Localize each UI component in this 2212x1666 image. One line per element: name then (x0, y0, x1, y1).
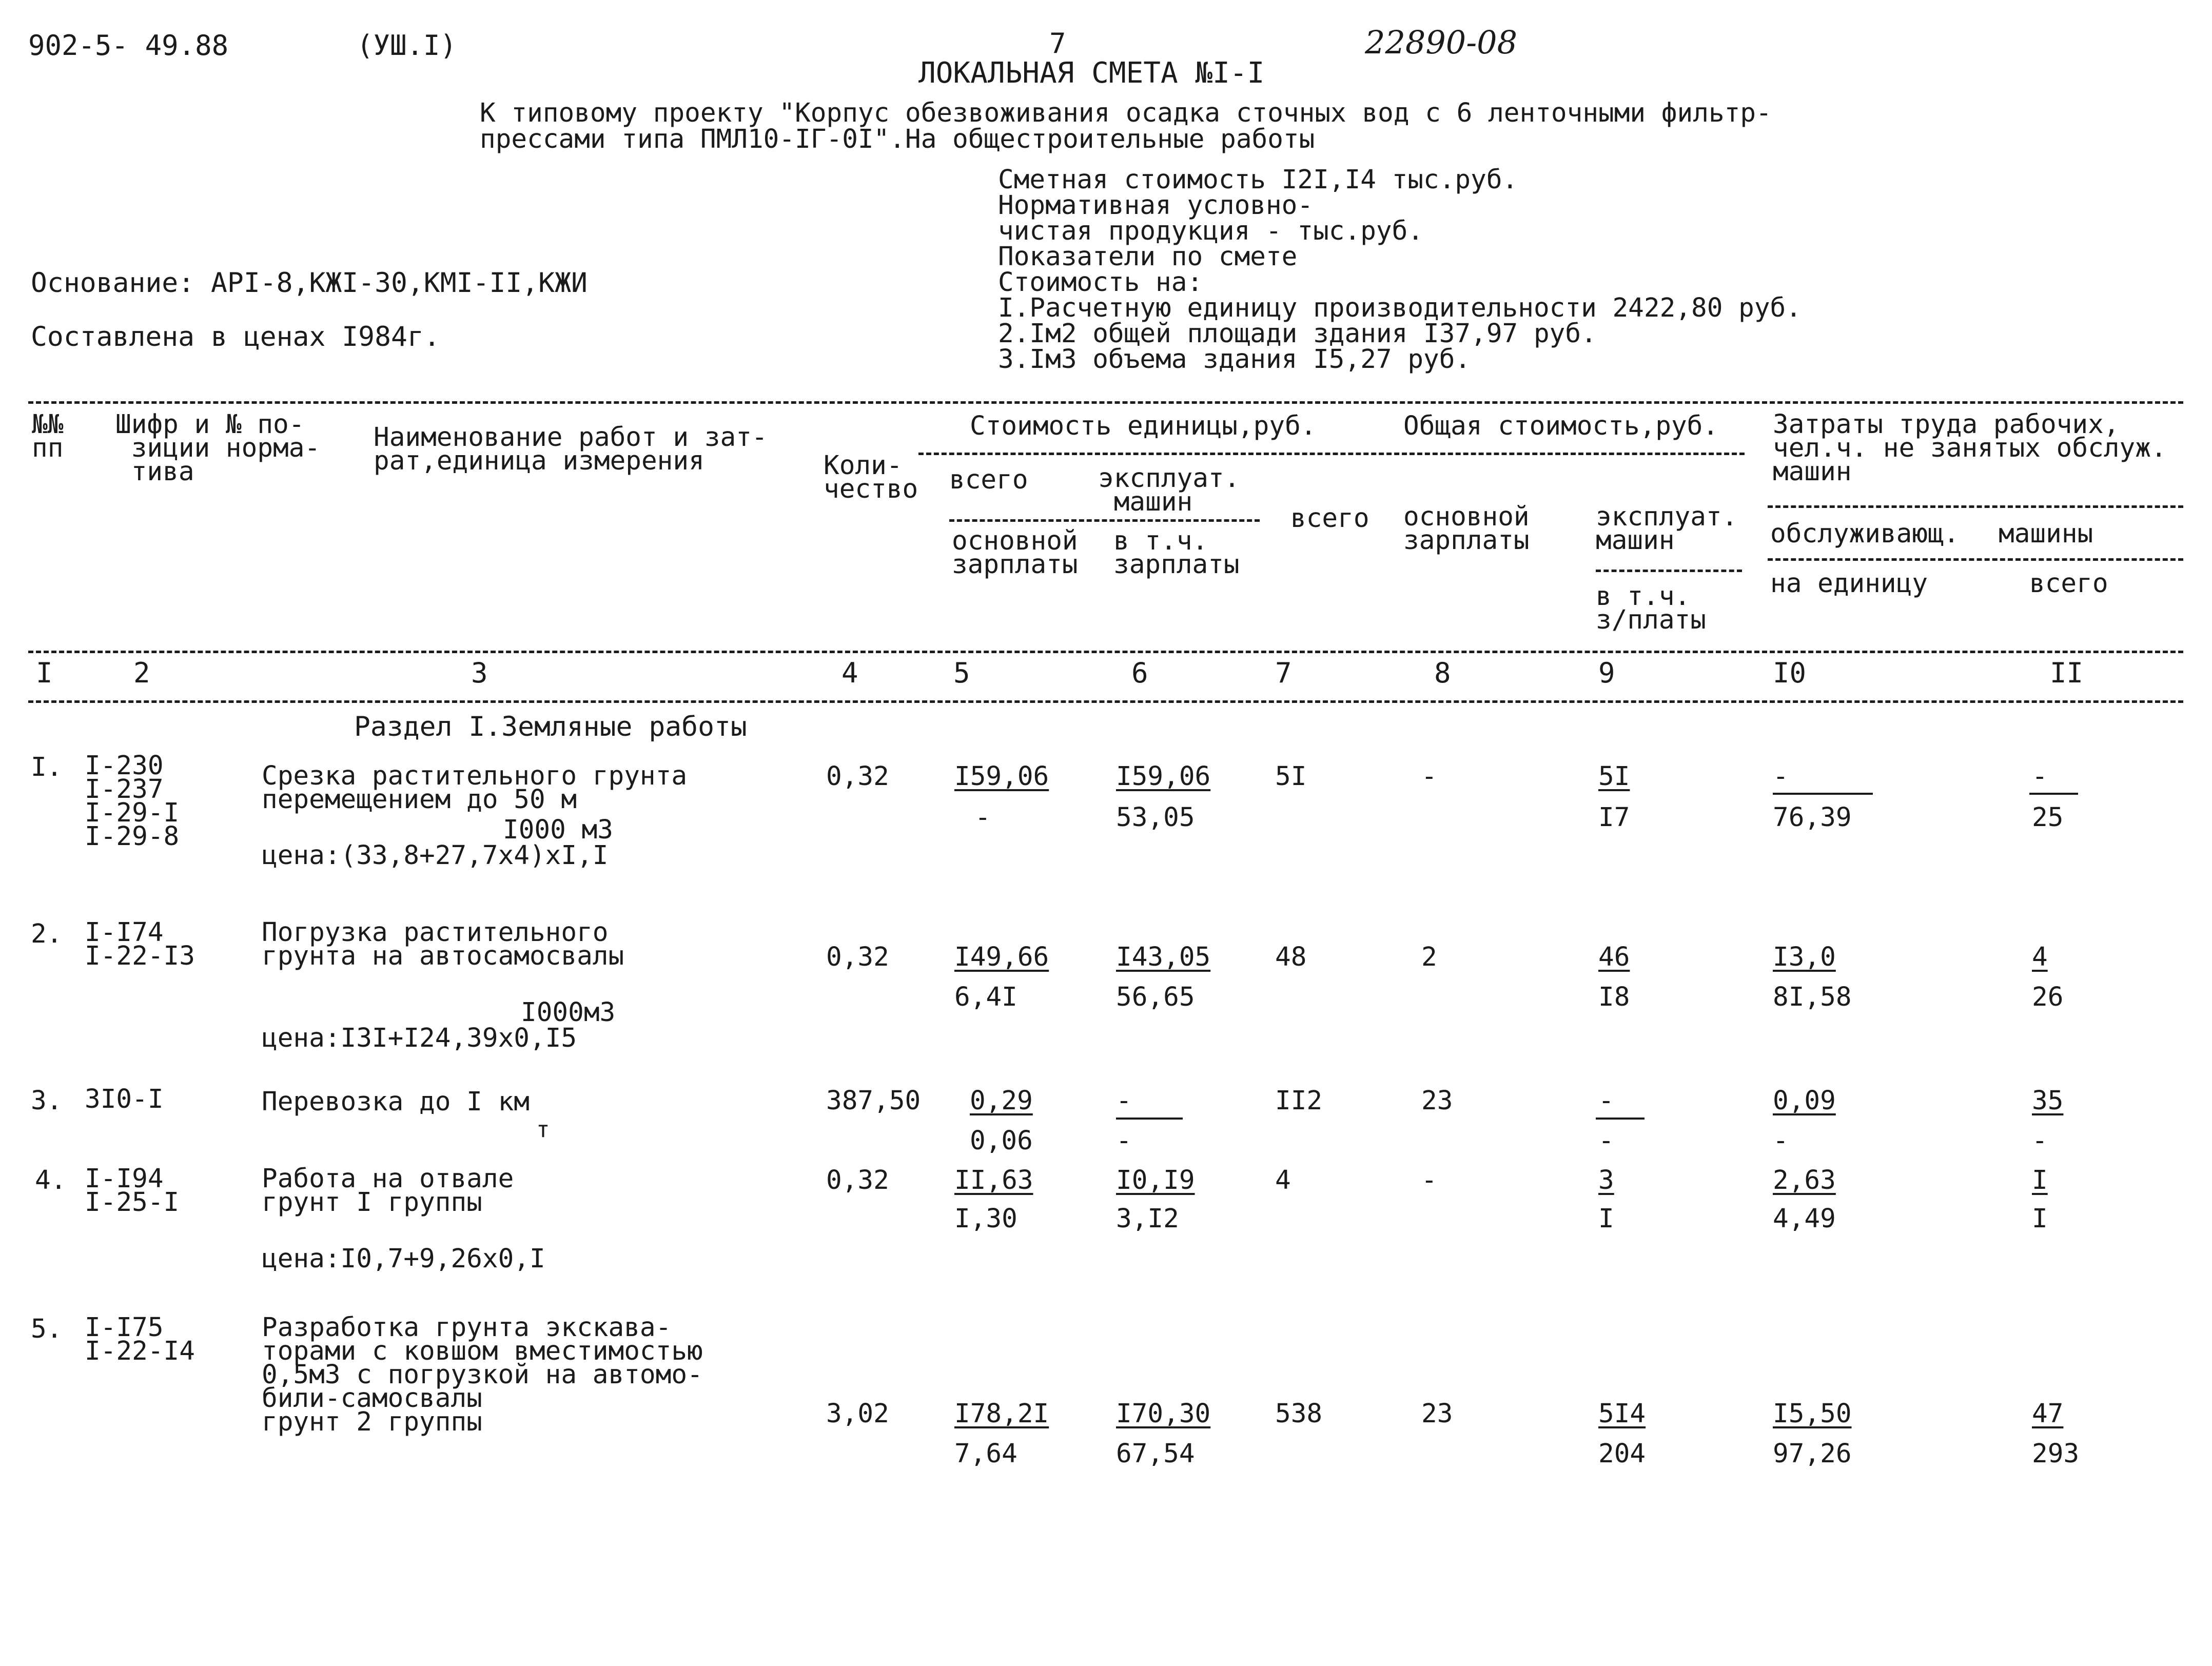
row-qty: 0,32 (826, 942, 889, 972)
fraction-rule (1596, 1118, 1645, 1120)
section-title: Раздел I.Земляные работы (354, 711, 747, 742)
cell-value: 4 (2032, 942, 2048, 972)
col-number: II (2050, 657, 2084, 689)
cell-value: - (1116, 1126, 1132, 1156)
cell-value: I49,66 (954, 942, 1049, 972)
row-name: Погрузка растительного грунта на автосамосвалы (262, 917, 624, 971)
row-number: I. (31, 752, 63, 782)
col-header-total-all: всего (1290, 503, 1369, 534)
cell-value: I5,50 (1773, 1399, 1852, 1429)
cell-value: - (1773, 1126, 1789, 1156)
row-codes: I-I94 I-25-I (85, 1164, 180, 1218)
col-header-total-wages: основной зарплаты (1403, 502, 1530, 556)
cell-value: I,30 (954, 1204, 1017, 1234)
cell-value: I70,30 (1116, 1399, 1211, 1429)
header-rule (1768, 505, 2183, 508)
row-unit: I000 м3 (503, 815, 613, 845)
col-number: 7 (1275, 657, 1292, 689)
cell-value: 293 (2032, 1439, 2080, 1469)
cell-value: I3,0 (1773, 942, 1836, 972)
col-header-code: Шифр и № по- зиции норма- тива (115, 409, 321, 487)
cell-value: 2,63 (1773, 1165, 1836, 1195)
col-number: 4 (841, 657, 858, 689)
row-number: 5. (31, 1314, 63, 1344)
row-qty: 3,02 (826, 1399, 889, 1429)
page-title: ЛОКАЛЬНАЯ СМЕТА №I-I (918, 56, 1265, 90)
col-group-labor: Затраты труда рабочих, чел.ч. не занятых обслуж. машин (1773, 409, 2167, 487)
col-header-unit-machine-wages: в т.ч. зарплаты (1113, 526, 1240, 580)
cell-value: 2 (1421, 942, 1437, 972)
cell-value: 23 (1421, 1086, 1453, 1116)
cell-value: I0,I9 (1116, 1165, 1195, 1195)
col-subheader-machines: машины (1999, 519, 2093, 549)
col-header-qty: Коли- чество (824, 450, 918, 504)
summary-line: Стоимость на: (998, 267, 1203, 298)
row-price-formula: цена:(33,8+27,7х4)хI,I (262, 840, 609, 871)
row-name: Перевозка до I км (262, 1087, 530, 1117)
cell-value: - (1598, 1126, 1614, 1156)
summary-line: 3.Iм3 объема здания I5,27 руб. (998, 344, 1471, 375)
fraction-rule (1773, 793, 1873, 795)
header-rule (918, 453, 1745, 455)
col-number: 8 (1434, 657, 1451, 689)
basis-text: Основание: АРI-8,КЖI-30,КМI-II,КЖИ (31, 267, 588, 299)
row-price-formula: цена:I3I+I24,39х0,I5 (262, 1023, 577, 1053)
row-qty: 0,32 (826, 761, 889, 792)
col-number: 2 (133, 657, 150, 689)
cell-value: 76,39 (1773, 802, 1852, 833)
cell-value: 97,26 (1773, 1439, 1852, 1469)
cell-value: I7 (1598, 802, 1630, 833)
row-codes: I-230 I-237 I-29-I I-29-8 (85, 751, 180, 852)
col-number: I (36, 657, 53, 689)
cell-value: 35 (2032, 1086, 2064, 1116)
cell-value: 4,49 (1773, 1204, 1836, 1234)
header-rule (1596, 570, 1742, 572)
row-number: 4. (35, 1165, 67, 1195)
summary-line: 2.Iм2 общей площади здания I37,97 руб. (998, 319, 1597, 349)
header-rule (1768, 558, 2183, 561)
fraction-rule (1116, 1118, 1183, 1120)
cell-value: 538 (1275, 1399, 1323, 1429)
col-header-unit-wages: основной зарплаты (952, 526, 1078, 580)
row-unit: т (536, 1116, 550, 1143)
cell-value: 48 (1275, 942, 1307, 972)
col-number: 6 (1131, 657, 1148, 689)
col-number: 9 (1598, 657, 1615, 689)
col-header-unit-total: всего (949, 465, 1028, 495)
cell-value: 53,05 (1116, 802, 1195, 833)
row-price-formula: цена:I0,7+9,26х0,I (262, 1244, 545, 1274)
cell-value: 0,29 (970, 1086, 1033, 1116)
cell-value: - (1773, 761, 1789, 792)
cell-value: 7,64 (954, 1439, 1017, 1469)
header-rule (949, 519, 1260, 522)
cell-value: 204 (1598, 1439, 1646, 1469)
cell-value: 5I (1275, 761, 1307, 792)
summary-line: I.Расчетную единицу производительности 2422,80 руб. (998, 293, 1802, 323)
cell-value: 6,4I (954, 982, 1017, 1012)
col-header-num: №№ пп (32, 409, 64, 463)
subtitle-line-1: К типовому проекту "Корпус обезвоживания осадка сточных вод с 6 ленточными фильтр- (480, 98, 1772, 128)
cell-value: 0,06 (970, 1126, 1033, 1156)
row-name: Срезка растительного грунта перемещением до 50 м (262, 761, 688, 815)
col-number: 3 (471, 657, 488, 689)
cell-value: I78,2I (954, 1399, 1049, 1429)
price-base-text: Составлена в ценах I984г. (31, 321, 440, 352)
cell-value: I (1598, 1204, 1614, 1234)
col-number: 5 (953, 657, 970, 689)
cell-value: - (2032, 761, 2048, 792)
row-codes: I-I74 I-22-I3 (85, 917, 195, 971)
header-bottom-rule (28, 700, 2183, 703)
cell-value: I (2032, 1204, 2048, 1234)
col-header-unit-machines: эксплуат. машин (1098, 463, 1240, 517)
cell-value: 26 (2032, 982, 2064, 1012)
row-name: Работа на отвале грунт I группы (262, 1164, 514, 1218)
subtitle-line-2: прессами типа ПМЛ10-IГ-0I".На общестроительные работы (480, 124, 1315, 154)
col-header-labor-unit: на единицу (1770, 569, 1928, 599)
row-codes: 3I0-I (85, 1084, 164, 1114)
cell-value: I59,06 (954, 761, 1049, 792)
row-codes: I-I75 I-22-I4 (85, 1312, 195, 1366)
cell-value: - (2032, 1126, 2048, 1156)
cell-value: - (975, 802, 991, 833)
album-number: (УШ.I) (357, 29, 457, 62)
col-group-total-cost: Общая стоимость,руб. (1403, 411, 1719, 441)
cell-value: 8I,58 (1773, 982, 1852, 1012)
cell-value: - (1421, 761, 1437, 792)
row-unit: I000м3 (521, 997, 616, 1028)
row-qty: 387,50 (826, 1086, 921, 1116)
col-number: I0 (1773, 657, 1807, 689)
cell-value: I8 (1598, 982, 1630, 1012)
summary-line: Нормативная условно- (998, 190, 1314, 221)
row-number: 2. (31, 919, 63, 949)
summary-line: чистая продукция - тыс.руб. (998, 216, 1424, 246)
cell-value: 4 (1275, 1165, 1291, 1195)
cell-value: 3,I2 (1116, 1204, 1179, 1234)
row-number: 3. (31, 1086, 63, 1116)
cell-value: 0,09 (1773, 1086, 1836, 1116)
cell-value: I43,05 (1116, 942, 1211, 972)
col-header-name: Наименование работ и зат- рат,единица измерения (374, 422, 768, 476)
project-code: 902-5- 49.88 (28, 29, 229, 62)
cell-value: 56,65 (1116, 982, 1195, 1012)
cell-value: II,63 (954, 1165, 1033, 1195)
cell-value: I (2032, 1165, 2048, 1195)
cell-value: 3 (1598, 1165, 1614, 1195)
col-group-unit-cost: Стоимость единицы,руб. (970, 411, 1317, 441)
col-header-labor-total: всего (2029, 569, 2108, 599)
fraction-rule (2029, 793, 2078, 795)
inventory-number: 22890-08 (1365, 24, 1518, 61)
cell-value: - (1116, 1086, 1132, 1116)
summary-line: Показатели по смете (998, 242, 1298, 272)
page-number: 7 (1049, 27, 1066, 60)
cell-value: 5I4 (1598, 1399, 1646, 1429)
cell-value: - (1421, 1165, 1437, 1195)
cell-value: 67,54 (1116, 1439, 1195, 1469)
summary-line: Сметная стоимость I2I,I4 тыс.руб. (998, 165, 1518, 195)
cell-value: 47 (2032, 1399, 2064, 1429)
row-name: Разработка грунта экскава- торами с ковшом вместимостью 0,5м3 с погрузкой на автомо- били-самосвалы грунт 2 группы (262, 1312, 703, 1437)
header-rule (28, 651, 2183, 653)
cell-value: 23 (1421, 1399, 1453, 1429)
col-header-total-machine-wages: в т.ч. з/платы (1596, 581, 1706, 635)
cell-value: - (1598, 1086, 1614, 1116)
row-qty: 0,32 (826, 1165, 889, 1195)
cell-value: II2 (1275, 1086, 1323, 1116)
col-subheader-service: обслуживающ. (1770, 519, 1960, 549)
col-header-total-machines: эксплуат. машин (1596, 502, 1738, 556)
cell-value: I59,06 (1116, 761, 1211, 792)
table-top-rule (28, 401, 2183, 404)
cell-value: 25 (2032, 802, 2064, 833)
cell-value: 5I (1598, 761, 1630, 792)
cell-value: 46 (1598, 942, 1630, 972)
